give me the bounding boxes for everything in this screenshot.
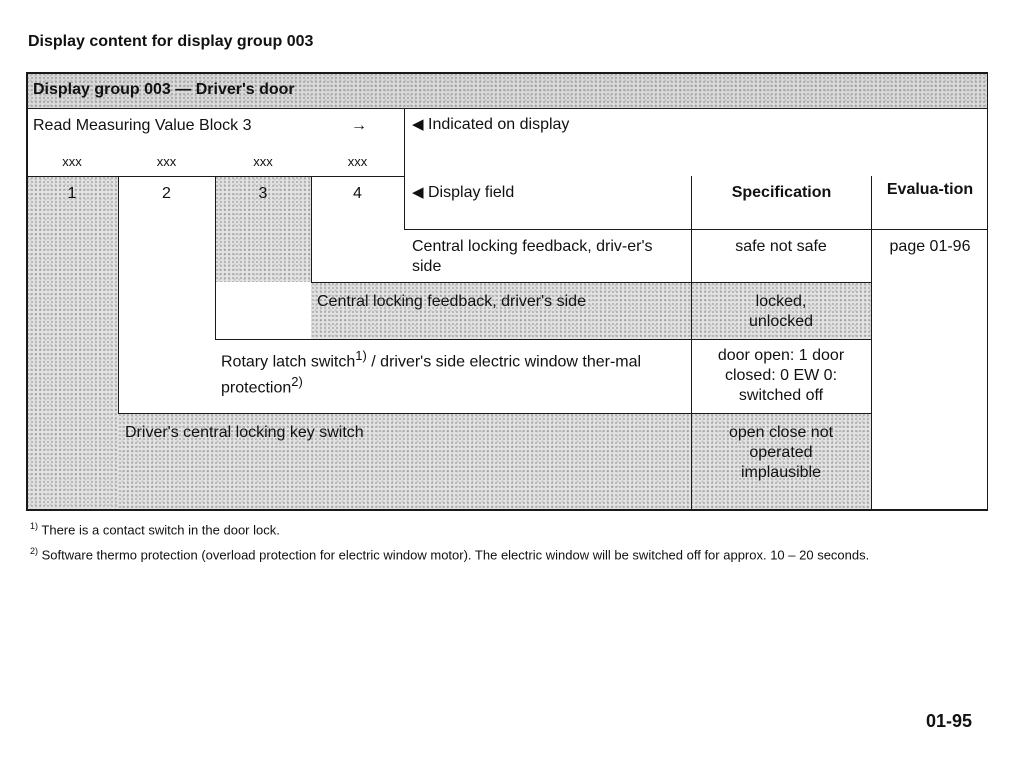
footnote-mark-2: 2) <box>30 546 39 556</box>
page-number: 01-95 <box>925 711 972 731</box>
row-4-label: Driver's central locking key switch <box>125 424 364 441</box>
left-triangle-icon: ◀ <box>412 116 424 133</box>
table-header: Display group 003 — Driver's door <box>33 81 295 98</box>
indicated-on-display <box>412 115 569 135</box>
display-group-table <box>26 72 988 511</box>
left-triangle-icon: ◀ <box>412 184 424 201</box>
placeholder-1: xxx <box>62 154 82 169</box>
indicated-label: Indicated on display <box>428 116 570 133</box>
row-4-spec: open close not operated implausible <box>728 424 834 481</box>
right-arrow-icon: → <box>351 117 367 134</box>
row-2-spec: locked, unlocked <box>748 293 814 330</box>
evaluation-header: Evalua-tion <box>886 181 974 198</box>
row-2-label: Central locking feedback, driver's side <box>317 293 586 310</box>
row-1-eval: page 01-96 <box>889 238 971 255</box>
footnote-1 <box>30 518 280 538</box>
footnote-mark-1: 1) <box>30 521 39 531</box>
footnote-text-2: Software thermo protection (overload protection for electric window motor). The electric window will be switched off for approx. 10 – 20 seconds. <box>41 547 870 563</box>
footnote-text-1: There is a contact switch in the door lock. <box>41 522 280 538</box>
placeholder-4: xxx <box>347 154 368 169</box>
display-field-header <box>412 183 514 203</box>
placeholder-3: xxx <box>253 154 273 169</box>
display-field-label: Display field <box>428 184 515 201</box>
placeholder-2: xxx <box>156 154 177 169</box>
field1-shade <box>26 176 118 511</box>
row-3-label: Rotary latch switch$^{1)}$ / driver's side electric window ther-mal protection$^{2)}$ <box>221 348 642 397</box>
field-number-3: 3 <box>258 185 268 202</box>
page-title: Display content for display group 003 <box>28 33 314 50</box>
row-3-spec: door open: 1 door closed: 0 EW 0: switched off <box>717 347 845 404</box>
footnote-ref-1: 1) <box>355 348 367 363</box>
field-number-1: 1 <box>67 185 77 202</box>
specification-header: Specification <box>731 184 832 201</box>
footnote-ref-2: 2) <box>291 374 303 390</box>
read-block-label: Read Measuring Value Block 3 <box>33 117 252 134</box>
row-1-label: Central locking feedback, driv-er's side <box>412 238 653 275</box>
field-number-2: 2 <box>162 185 171 202</box>
row-1-spec: safe not safe <box>735 238 827 255</box>
footnote-2 <box>30 543 990 563</box>
field-number-4: 4 <box>353 185 362 202</box>
